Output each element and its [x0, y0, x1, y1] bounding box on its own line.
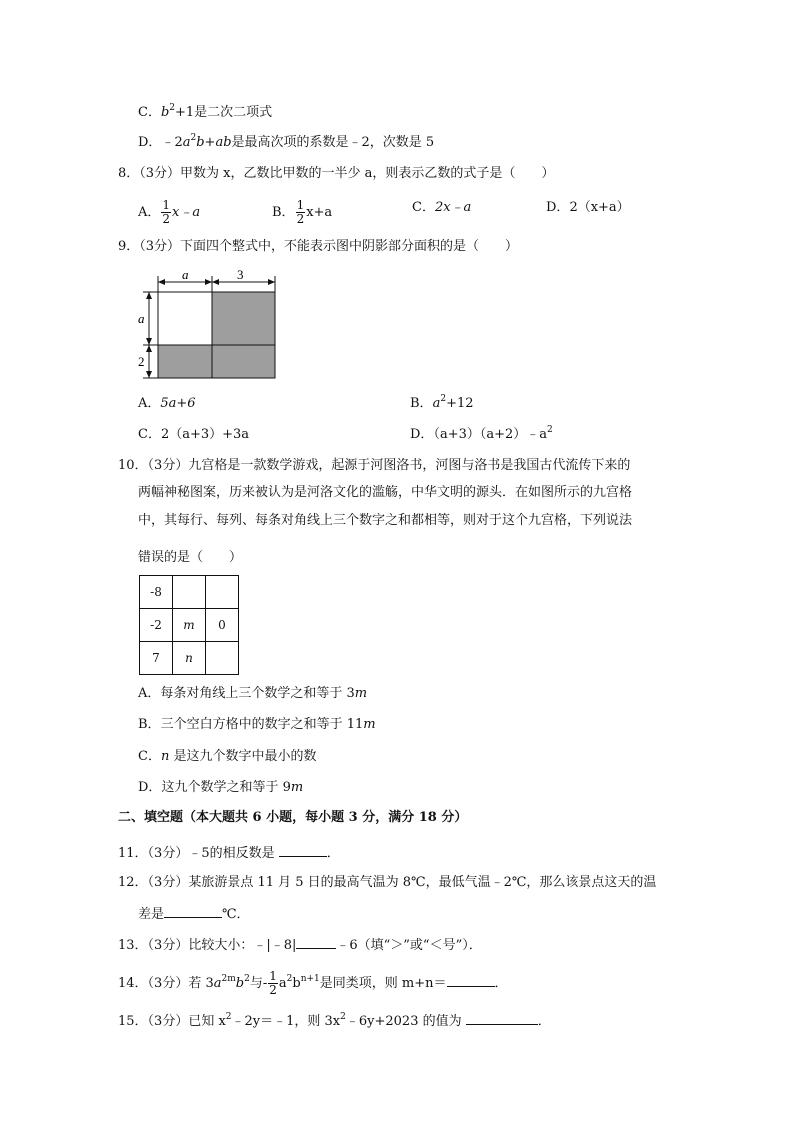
- arrowhead: [146, 345, 152, 352]
- label-left-2: 2: [138, 354, 145, 369]
- grid-cell: 7: [140, 642, 173, 675]
- answer-blank: [447, 973, 495, 987]
- arrowhead: [146, 371, 152, 378]
- arrowhead: [146, 338, 152, 345]
- q9-option-a: A．5a+6: [138, 396, 196, 411]
- q11: 11．（3分）﹣5的相反数是 ．: [118, 843, 340, 863]
- magic-square-grid: [139, 575, 239, 675]
- grid-cell: [173, 576, 206, 609]
- label-left-a: a: [138, 311, 145, 326]
- q10-line-1: 10．（3分）九宫格是一款数学游戏，起源于河图洛书，河图与洛书是我国古代流传下来的: [118, 458, 631, 473]
- q8-option-a: A． $\frac{1}{2}$ x﹣a: [138, 198, 201, 226]
- q8-option-d: D．2（x+a）: [546, 200, 630, 215]
- fraction: $\frac{1}{2}$: [296, 198, 305, 226]
- arrowhead: [212, 279, 219, 285]
- q9-option-b: B．$a^2+12$: [410, 394, 474, 411]
- q10-line-2: 两幅神秘图案，历来被认为是河洛文化的滥觞，中华文明的源头．在如图所示的九宫格: [138, 485, 633, 500]
- label-top-a: a: [182, 267, 189, 282]
- arrowhead: [158, 279, 165, 285]
- shaded-region-top-right: [212, 292, 275, 345]
- q12-line-2: 差是 ℃．: [138, 904, 250, 924]
- q14: 14．（3分）若 $3a^{2m}b^2$与- $\frac{1}{2}$ $a^2b^{n+1}$是同类项，则 m+n＝ ．: [118, 969, 508, 997]
- section-2-heading: 二、填空题（本大题共 6 小题，每小题 3 分，满分 18 分）: [118, 810, 468, 825]
- shaded-region-bottom: [158, 345, 275, 378]
- answer-blank: [296, 935, 336, 949]
- q15: 15．（3分）已知 $x^2﹣2y=﹣1$，则 $3x^2﹣6y+2023$ 的值为 ．: [118, 1012, 551, 1029]
- fraction: $\frac{1}{2}$: [162, 198, 171, 226]
- q13: 13．（3分）比较大小：﹣|﹣8| ﹣6（填“＞”或“＜号”）．: [118, 935, 482, 955]
- grid-cell: 0: [206, 609, 239, 642]
- q8-stem: 8．（3分）甲数为 x，乙数比甲数的一半少 a，则表示乙数的式子是（ ）: [118, 166, 555, 181]
- arrowhead: [268, 279, 275, 285]
- arrowhead: [146, 292, 152, 299]
- fraction: $\frac{1}{2}$: [269, 969, 277, 997]
- q9-option-d: D．$(a+3)(a+2)﹣a^2$: [410, 425, 553, 442]
- grid-cell: m: [173, 609, 206, 642]
- q10-option-a: A．每条对角线上三个数学之和等于 3m: [138, 686, 368, 701]
- arrowhead: [205, 279, 212, 285]
- grid-cell: -8: [140, 576, 173, 609]
- q9-area-figure: [134, 266, 284, 384]
- grid-cell: [206, 642, 239, 675]
- q10-option-b: B．三个空白方格中的数字之和等于 11m: [138, 717, 376, 732]
- q9-option-c: C．2（a+3）+3a: [138, 427, 250, 442]
- q10-line-3: 中，其每行、每列、每条对角线上三个数字之和都相等，则对于这个九宫格，下列说法: [138, 513, 633, 528]
- grid-cell: n: [173, 642, 206, 675]
- q12-line-1: 12．（3分）某旅游景点 11 月 5 日的最高气温为 8℃，最低气温﹣2℃，那么该景点这天的温: [118, 875, 657, 890]
- grid-cell: [206, 576, 239, 609]
- q9-stem: 9．（3分）下面四个整式中，不能表示图中阴影部分面积的是（ ）: [118, 239, 519, 254]
- answer-blank: [466, 1011, 538, 1025]
- q7-option-c: C．$b^2+1$是二次二项式: [138, 103, 273, 120]
- q10-option-c: C．n 是这九个数字中最小的数: [138, 749, 317, 764]
- answer-blank: [279, 843, 327, 857]
- grid-cell: -2: [140, 609, 173, 642]
- q8-option-b: B． $\frac{1}{2}$ x+a: [272, 198, 333, 226]
- q10-line-4: 错误的是（ ）: [138, 550, 243, 565]
- label-top-3: 3: [237, 267, 244, 282]
- q8-option-c: C．2x﹣a: [412, 200, 472, 215]
- q7-option-d: D．$﹣2a^2b+ab$是最高次项的系数是﹣2，次数是 5: [138, 133, 435, 150]
- answer-blank: [164, 904, 222, 918]
- q10-option-d: D．这九个数学之和等于 9m: [138, 780, 304, 795]
